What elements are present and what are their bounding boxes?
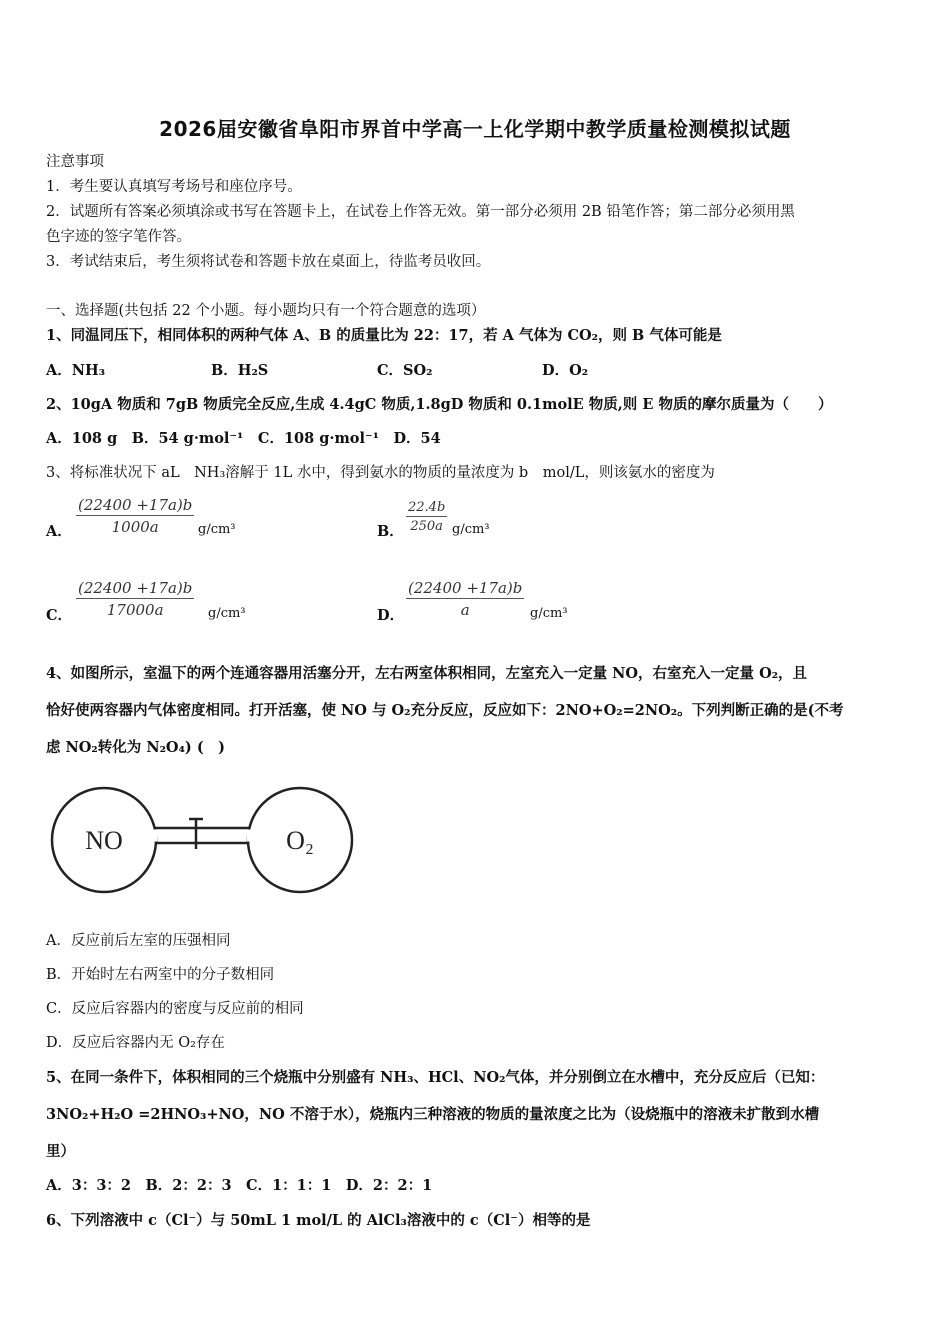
page-title: 2026届安徽省阜阳市界首中学高一上化学期中教学质量检测模拟试题 [159, 117, 791, 141]
notice-item: 2．试题所有答案必须填涂或书写在答题卡上，在试卷上作答无效。第一部分必须用 2B 铅笔作答；第二部分必须用黑 [46, 204, 795, 220]
q3-option-a-fraction [76, 496, 194, 536]
q3-option-b-unit: g/cm³ [452, 522, 490, 537]
q2-options: A．108 g B．54 g·mol⁻¹ C．108 g·mol⁻¹ D．54 [46, 430, 441, 447]
notice-heading: 注意事项 [46, 154, 104, 170]
q4-stem-line: 4、如图所示，室温下的两个连通容器用活塞分开，左右两室体积相同，左室充入一定量 NO，右室充入一定量 O₂，且 [46, 665, 808, 682]
q3-stem: 3、将标准状况下 aL NH₃溶解于 1L 水中，得到氨水的物质的量浓度为 b mol/L，则该氨水的密度为 [46, 465, 715, 481]
q2-stem: 2、10gA 物质和 7gB 物质完全反应,生成 4.4gC 物质,1.8gD 物质和 0.1molE 物质,则 E 物质的摩尔质量为（ ） [46, 396, 833, 413]
q3-option-c-fraction [76, 579, 194, 619]
fraction-denominator: 1000a [111, 518, 159, 536]
notice-item: 1．考生要认真填写考场号和座位序号。 [46, 179, 302, 195]
q5-stem-line: 5、在同一条件下，体积相同的三个烧瓶中分别盛有 NH₃、HCl、NO₂气体，并分别倒立在水槽中，充分反应后（已知： [46, 1069, 825, 1086]
q3-option-d-fraction [406, 579, 524, 619]
fraction-denominator: 17000a [106, 601, 164, 619]
fraction-denominator: a [460, 601, 470, 619]
connected-vessels-diagram [48, 785, 358, 900]
notice-item: 3．考试结束后，考生须将试卷和答题卡放在桌面上，待监考员收回。 [46, 254, 491, 270]
q5-stem-line: 里） [46, 1143, 75, 1160]
q3-option-d-label: D． [377, 607, 405, 624]
q4-option-b: B．开始时左右两室中的分子数相同 [46, 967, 275, 983]
q4-stem-line: 恰好使两容器内气体密度相同。打开活塞，使 NO 与 O₂充分反应，反应如下：2NO+O₂=2NO₂。下列判断正确的是(不考 [46, 702, 844, 719]
q5-stem-line: 3NO₂+H₂O =2HNO₃+NO，NO 不溶于水），烧瓶内三种溶液的物质的量浓度之比为（设烧瓶中的溶液未扩散到水槽 [46, 1106, 820, 1123]
q1-option-b: B．H₂S [211, 362, 269, 379]
q4-option-c: C．反应后容器内的密度与反应前的相同 [46, 1001, 304, 1017]
stopcock-icon [189, 819, 203, 849]
q1-option-c: C．SO₂ [377, 362, 433, 379]
q3-option-a-unit: g/cm³ [198, 522, 236, 537]
notice-item: 色字迹的签字笔作答。 [46, 229, 191, 245]
fraction-numerator: 22.4b [408, 500, 446, 515]
q3-option-c-unit: g/cm³ [208, 606, 246, 621]
q3-option-b-fraction [406, 500, 447, 534]
q4-stem-line: 虑 NO₂转化为 N₂O₄) ( ) [46, 739, 226, 756]
q3-option-d-unit: g/cm³ [530, 606, 568, 621]
fraction-numerator: (22400 +17a)b [408, 579, 523, 597]
q6-stem: 6、下列溶液中 c（Cl⁻）与 50mL 1 mol/L 的 AlCl₃溶液中的 c（Cl⁻）相等的是 [46, 1212, 591, 1229]
fraction-numerator: (22400 +17a)b [78, 496, 193, 514]
q1-option-d: D．O₂ [542, 362, 589, 379]
q3-option-b-label: B． [377, 523, 404, 540]
q3-option-c-label: C． [46, 607, 73, 624]
fraction-denominator: 250a [410, 519, 443, 534]
q5-options: A．3：3：2 B．2：2：3 C．1：1：1 D．2：2：1 [46, 1177, 433, 1194]
q4-option-a: A．反应前后左室的压强相同 [46, 933, 231, 949]
q4-option-d: D．反应后容器内无 O₂存在 [46, 1035, 225, 1051]
q1-option-a: A．NH₃ [46, 362, 106, 379]
section-heading: 一、选择题(共包括 22 个小题。每小题均只有一个符合题意的选项） [46, 303, 486, 319]
right-vessel-label: O₂ [286, 826, 314, 855]
fraction-numerator: (22400 +17a)b [78, 579, 193, 597]
q3-option-a-label: A． [46, 523, 72, 540]
q1-stem: 1、同温同压下，相同体积的两种气体 A、B 的质量比为 22：17，若 A 气体为 CO₂，则 B 气体可能是 [46, 327, 722, 344]
left-vessel-label: NO [85, 826, 123, 855]
